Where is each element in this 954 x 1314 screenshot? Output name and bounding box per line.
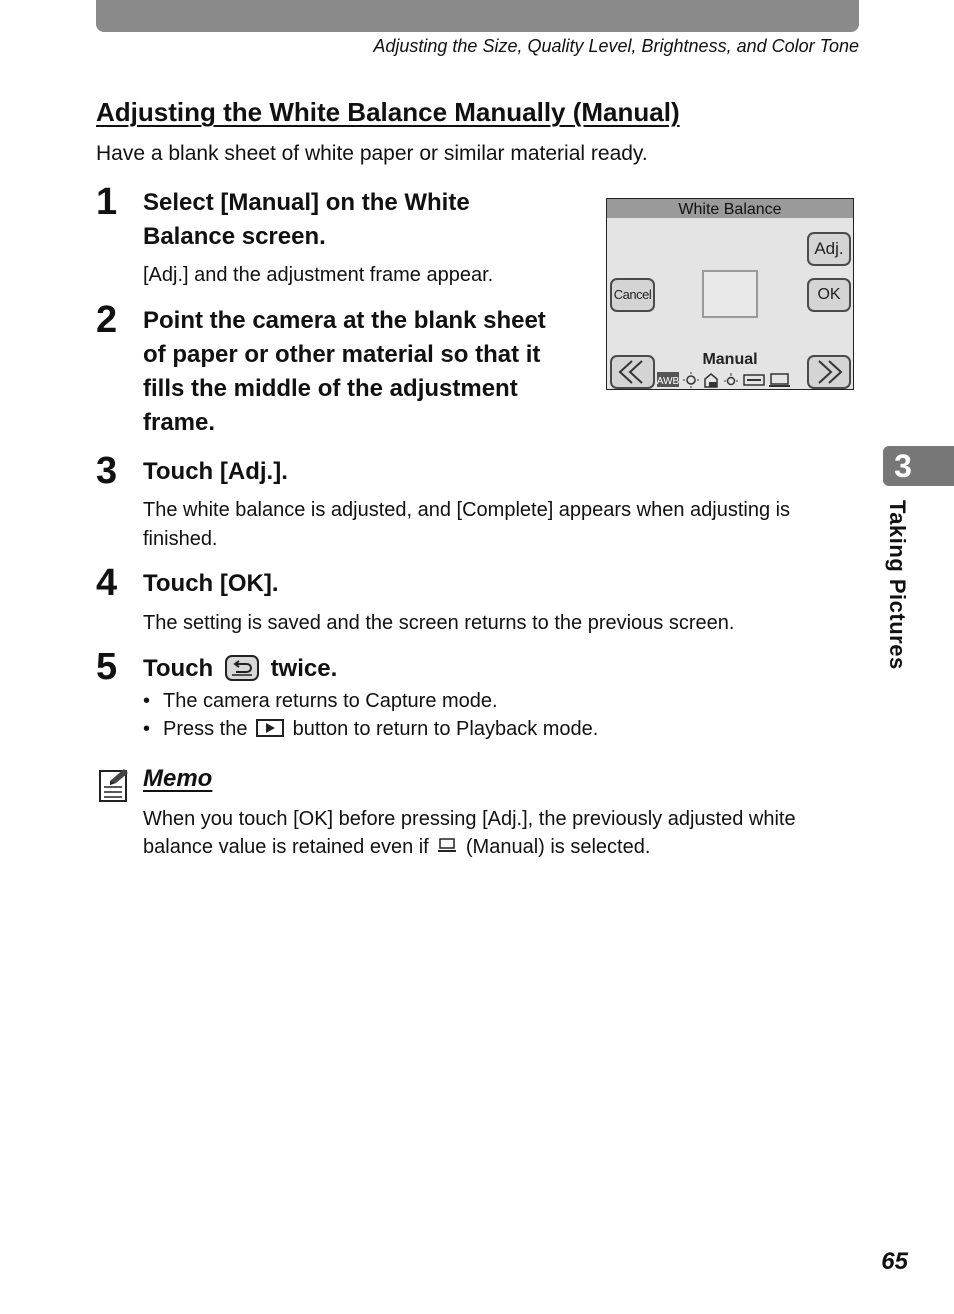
daylight-mode-icon xyxy=(687,376,695,384)
memo-text: balance value is retained even if xyxy=(143,836,429,858)
step-5-bullet-1: • The camera returns to Capture mode. xyxy=(143,690,498,712)
adj-button[interactable]: Adj. xyxy=(807,232,851,266)
memo-title: Memo xyxy=(143,765,213,792)
manual-mode-icon xyxy=(771,374,788,384)
step-5-heading xyxy=(143,652,337,686)
playback-button-icon xyxy=(256,719,284,737)
header-bar xyxy=(96,0,859,32)
step-1-heading-line: Balance screen. xyxy=(143,223,326,250)
page-number: 65 xyxy=(881,1248,908,1275)
step-2-heading xyxy=(143,304,546,440)
memo-icon xyxy=(98,767,130,803)
double-chevron-right-icon xyxy=(809,357,849,387)
screen-title: White Balance xyxy=(607,199,853,218)
svg-text:AWB: AWB xyxy=(657,376,680,387)
tungsten-mode-icon xyxy=(728,378,735,385)
white-balance-mode-strip xyxy=(657,371,805,388)
running-title: Adjusting the Size, Quality Level, Brightness, and Color Tone xyxy=(373,36,859,56)
step-2-number: 2 xyxy=(96,299,118,341)
chapter-number: 3 xyxy=(894,448,912,484)
memo-body-line xyxy=(143,833,855,861)
return-icon xyxy=(224,654,260,682)
chapter-label-text: Taking Pictures xyxy=(885,500,910,670)
next-button[interactable] xyxy=(807,355,851,389)
step-3-number: 3 xyxy=(96,450,118,492)
step-4-body: The setting is saved and the screen returns to the previous screen. xyxy=(143,612,735,634)
step-3-body-line: The white balance is adjusted, and [Complete] appears when adjusting is xyxy=(143,499,791,521)
step-5-heading-post: twice. xyxy=(270,655,338,682)
cancel-button[interactable]: Cancel xyxy=(610,278,655,312)
double-chevron-left-icon xyxy=(612,357,653,387)
bullet-text: button to return to Playback mode. xyxy=(292,718,599,740)
step-4-heading: Touch [OK]. xyxy=(143,570,279,597)
previous-button[interactable] xyxy=(610,355,655,389)
memo-body xyxy=(143,805,855,861)
step-3-body xyxy=(143,496,790,554)
step-2-heading-line: Point the camera at the blank sheet xyxy=(143,307,546,334)
camera-screen xyxy=(606,198,854,390)
mode-label: Manual xyxy=(702,351,758,368)
manual-wb-icon xyxy=(436,837,458,855)
bullet-text: Press the xyxy=(163,718,248,740)
memo-text: (Manual) is selected. xyxy=(465,836,651,858)
section-title: Adjusting the White Balance Manually (Manual) xyxy=(96,97,680,127)
bullet-text: The camera returns to Capture mode. xyxy=(163,690,498,712)
step-1-heading xyxy=(143,186,470,254)
step-5-number: 5 xyxy=(96,646,118,688)
step-3-heading: Touch [Adj.]. xyxy=(143,458,288,485)
step-2-heading-line: of paper or other material so that it xyxy=(143,341,541,368)
step-5-heading-pre: Touch xyxy=(143,655,214,682)
ok-button[interactable]: OK xyxy=(807,278,851,312)
chapter-label xyxy=(880,500,920,690)
step-1-number: 1 xyxy=(96,181,118,223)
step-3-body-line: finished. xyxy=(143,528,218,550)
section-intro: Have a blank sheet of white paper or similar material ready. xyxy=(96,142,648,165)
step-1-heading-line: Select [Manual] on the White xyxy=(143,189,470,216)
step-2-heading-line: fills the middle of the adjustment xyxy=(143,375,518,402)
memo-body-line: When you touch [OK] before pressing [Adj.], the previously adjusted white xyxy=(143,808,796,830)
adjustment-frame xyxy=(702,270,758,318)
step-2-heading-line: frame. xyxy=(143,409,216,436)
step-1-body: [Adj.] and the adjustment frame appear. xyxy=(143,264,494,286)
step-4-number: 4 xyxy=(96,562,118,604)
step-5-bullet-2: • Press the button to return to Playback mode. xyxy=(143,718,599,740)
